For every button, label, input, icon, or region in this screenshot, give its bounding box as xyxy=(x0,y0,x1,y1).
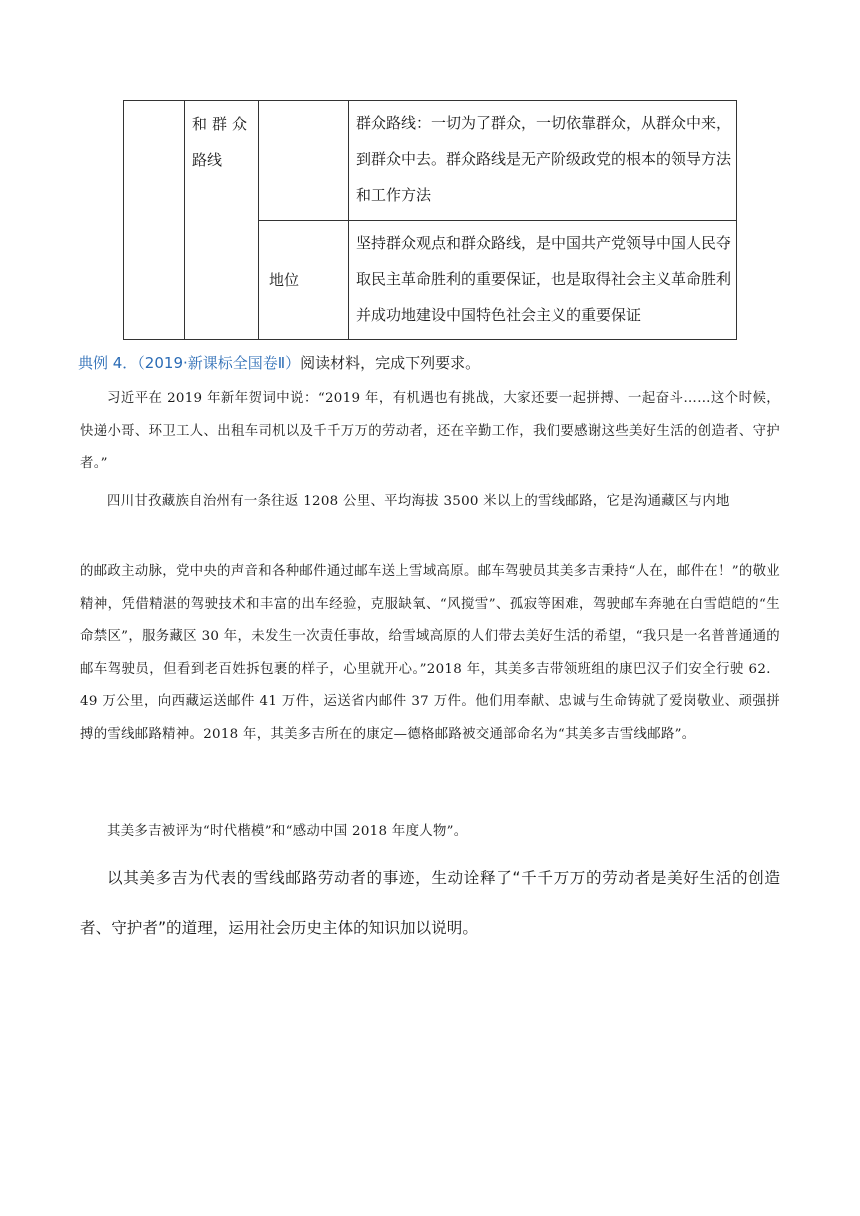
example-heading xyxy=(78,352,480,374)
table-cell-empty-label xyxy=(259,101,349,221)
table-cell-topic xyxy=(185,101,259,340)
material-paragraph-3: 的邮政主动脉，党中央的声音和各种邮件通过邮车送上雪域高原。邮车驾驶员其美多吉秉持“人在，邮件在！”的敬业精神，凭借精湛的驾驶技术和丰富的出车经验，克服缺氧、“风搅雪”、孤寂等困难，驾驶邮车奔驰在白雪皑皑的“生命禁区”，服务藏区 30 年，未发生一次责任事故，给雪域高原的人们带去美好生活的希望，“我只是一名普普通通的邮车驾驶员，但看到老百姓拆包裹的样子，心里就开心。”2018 年，其美多吉带领班组的康巴汉子们安全行驶 62．49 万公里，向西藏运送邮件 41 万件，运送省内邮件 37 万件。他们用奉献、忠诚与生命铸就了爱岗敬业、顽强拼搏的雪线邮路精神。2018 年，其美多吉所在的康定—德格邮路被交通部命名为“其美多吉雪线邮路”。 xyxy=(80,564,780,742)
table-row xyxy=(124,101,737,221)
table-cell-status-text: 坚持群众观点和群众路线，是中国共产党领导中国人民夺取民主革命胜利的重要保证，也是取得社会主义革命胜利并成功地建设中国特色社会主义的重要保证 xyxy=(349,220,737,340)
concept-table xyxy=(123,100,737,340)
topic-line-2: 路线 xyxy=(192,151,223,169)
example-instruction: 阅读材料，完成下列要求。 xyxy=(300,354,481,372)
table-cell-mass-line-definition: 群众路线：一切为了群众，一切依靠群众，从群众中来，到群众中去。群众路线是无产阶级政党的根本的领导方法和工作方法 xyxy=(349,101,737,221)
table-cell-empty xyxy=(124,101,185,340)
material-paragraph-1: 习近平在 2019 年新年贺词中说：“2019 年，有机遇也有挑战，大家还要一起拼搏、一起奋斗……这个时候，快递小哥、环卫工人、出租车司机以及千千万万的劳动者，还在辛勤工作，我们要感谢这些美好生活的创造者、守护者。” xyxy=(80,391,780,471)
material-paragraph-4: 其美多吉被评为“时代楷模”和“感动中国 2018 年度人物”。 xyxy=(107,824,468,839)
question-text: 以其美多吉为代表的雪线邮路劳动者的事迹，生动诠释了“千千万万的劳动者是美好生活的创造者、守护者”的道理，运用社会历史主体的知识加以说明。 xyxy=(80,869,780,937)
topic-line-1: 和群众 xyxy=(192,115,253,133)
table-cell-status-label: 地位 xyxy=(259,220,349,340)
example-label: 典例 4．（2019·新课标全国卷Ⅱ） xyxy=(78,354,301,372)
material-paragraph-2: 四川甘孜藏族自治州有一条往返 1208 公里、平均海拔 3500 米以上的雪线邮路，它是沟通藏区与内地 xyxy=(107,494,730,509)
